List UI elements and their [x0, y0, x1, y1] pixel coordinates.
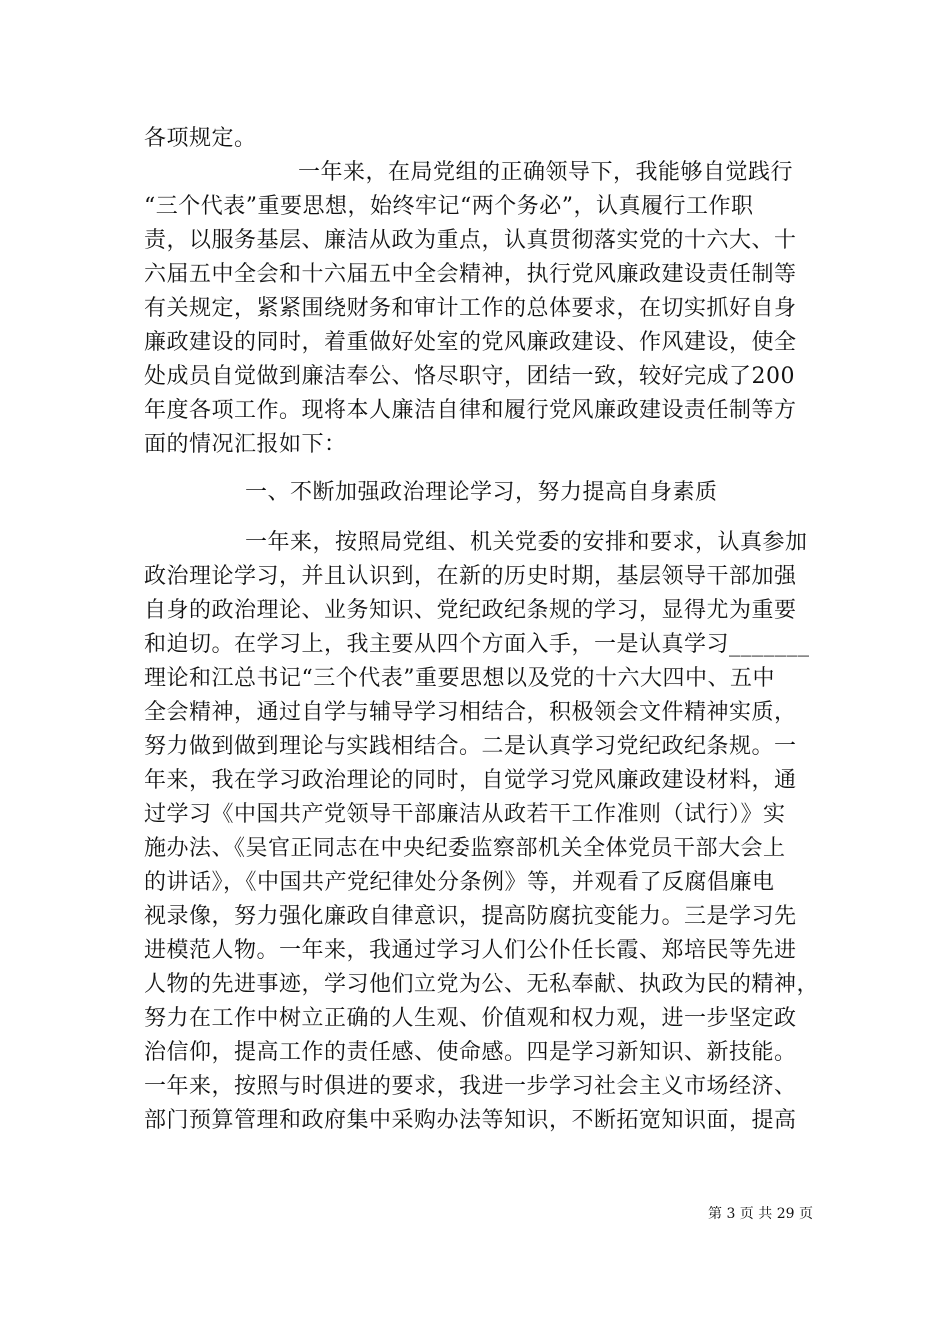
text-line: 年来，我在学习政治理论的同时，自觉学习党风廉政建设材料，通 [144, 768, 797, 793]
text-line: 责，以服务基层、廉洁从政为重点，认真贯彻落实党的十六大、十 [144, 228, 797, 253]
text-line: 政治理论学习，并且认识到，在新的历史时期，基层领导干部加强 [144, 564, 797, 589]
text-line: 过学习《中国共产党领导干部廉洁从政若干工作准则（试行）》实 [144, 802, 786, 827]
text-line: 有关规定，紧紧围绕财务和审计工作的总体要求，在切实抓好自身 [144, 296, 797, 321]
text-line: 廉政建设的同时，着重做好处室的党风廉政建设、作风建设，使全 [144, 330, 797, 355]
text-line: 部门预算管理和政府集中采购办法等知识，不断拓宽知识面，提高 [144, 1108, 797, 1133]
text-line: 和迫切。在学习上，我主要从四个方面入手，一是认真学习_______ [144, 632, 810, 657]
page-number: 第 3 页 共 29 页 [708, 1206, 813, 1222]
text-line: 各项规定。 [144, 126, 257, 151]
text-line: 进模范人物。一年来，我通过学习人们公仆任长霞、郑培民等先进 [144, 938, 797, 963]
text-line: 自身的政治理论、业务知识、党纪政纪条规的学习，显得尤为重要 [144, 598, 797, 623]
text-line: 治信仰，提高工作的责任感、使命感。四是学习新知识、新技能。 [144, 1040, 797, 1065]
text-line: 的讲话》，《中国共产党纪律处分条例》等，并观看了反腐倡廉电 [144, 870, 775, 895]
text-line: 面的情况汇报如下： [144, 432, 347, 457]
text-line: 一年来，在局党组的正确领导下，我能够自觉践行 [298, 160, 794, 185]
text-line: 努力在工作中树立正确的人生观、价值观和权力观，进一步坚定政 [144, 1006, 797, 1031]
text-line: 处成员自觉做到廉洁奉公、恪尽职守，团结一致，较好完成了200 [144, 364, 795, 389]
text-line: 一年来，按照局党组、机关党委的安排和要求，认真参加 [245, 530, 808, 555]
text-line: 人物的先进事迹，学习他们立党为公、无私奉献、执政为民的精神， [144, 972, 820, 997]
text-line: 视录像，努力强化廉政自律意识，提高防腐抗变能力。三是学习先 [144, 904, 797, 929]
text-line: 理论和江总书记“三个代表”重要思想以及党的十六大四中、五中 [144, 666, 775, 691]
text-line: 全会精神，通过自学与辅导学习相结合，积极领会文件精神实质， [144, 700, 797, 725]
text-line: “三个代表”重要思想，始终牢记“两个务必”，认真履行工作职 [144, 194, 754, 219]
text-line: 一年来，按照与时俱进的要求，我进一步学习社会主义市场经济、 [144, 1074, 797, 1099]
text-line: 年度各项工作。现将本人廉洁自律和履行党风廉政建设责任制等方 [144, 398, 797, 423]
text-line: 六届五中全会和十六届五中全会精神，执行党风廉政建设责任制等 [144, 262, 797, 287]
text-line: 努力做到做到理论与实践相结合。二是认真学习党纪政纪条规。一 [144, 734, 797, 759]
section-heading: 一、不断加强政治理论学习，努力提高自身素质 [245, 480, 718, 505]
text-line: 施办法、《吴官正同志在中央纪委监察部机关全体党员干部大会上 [144, 836, 786, 861]
